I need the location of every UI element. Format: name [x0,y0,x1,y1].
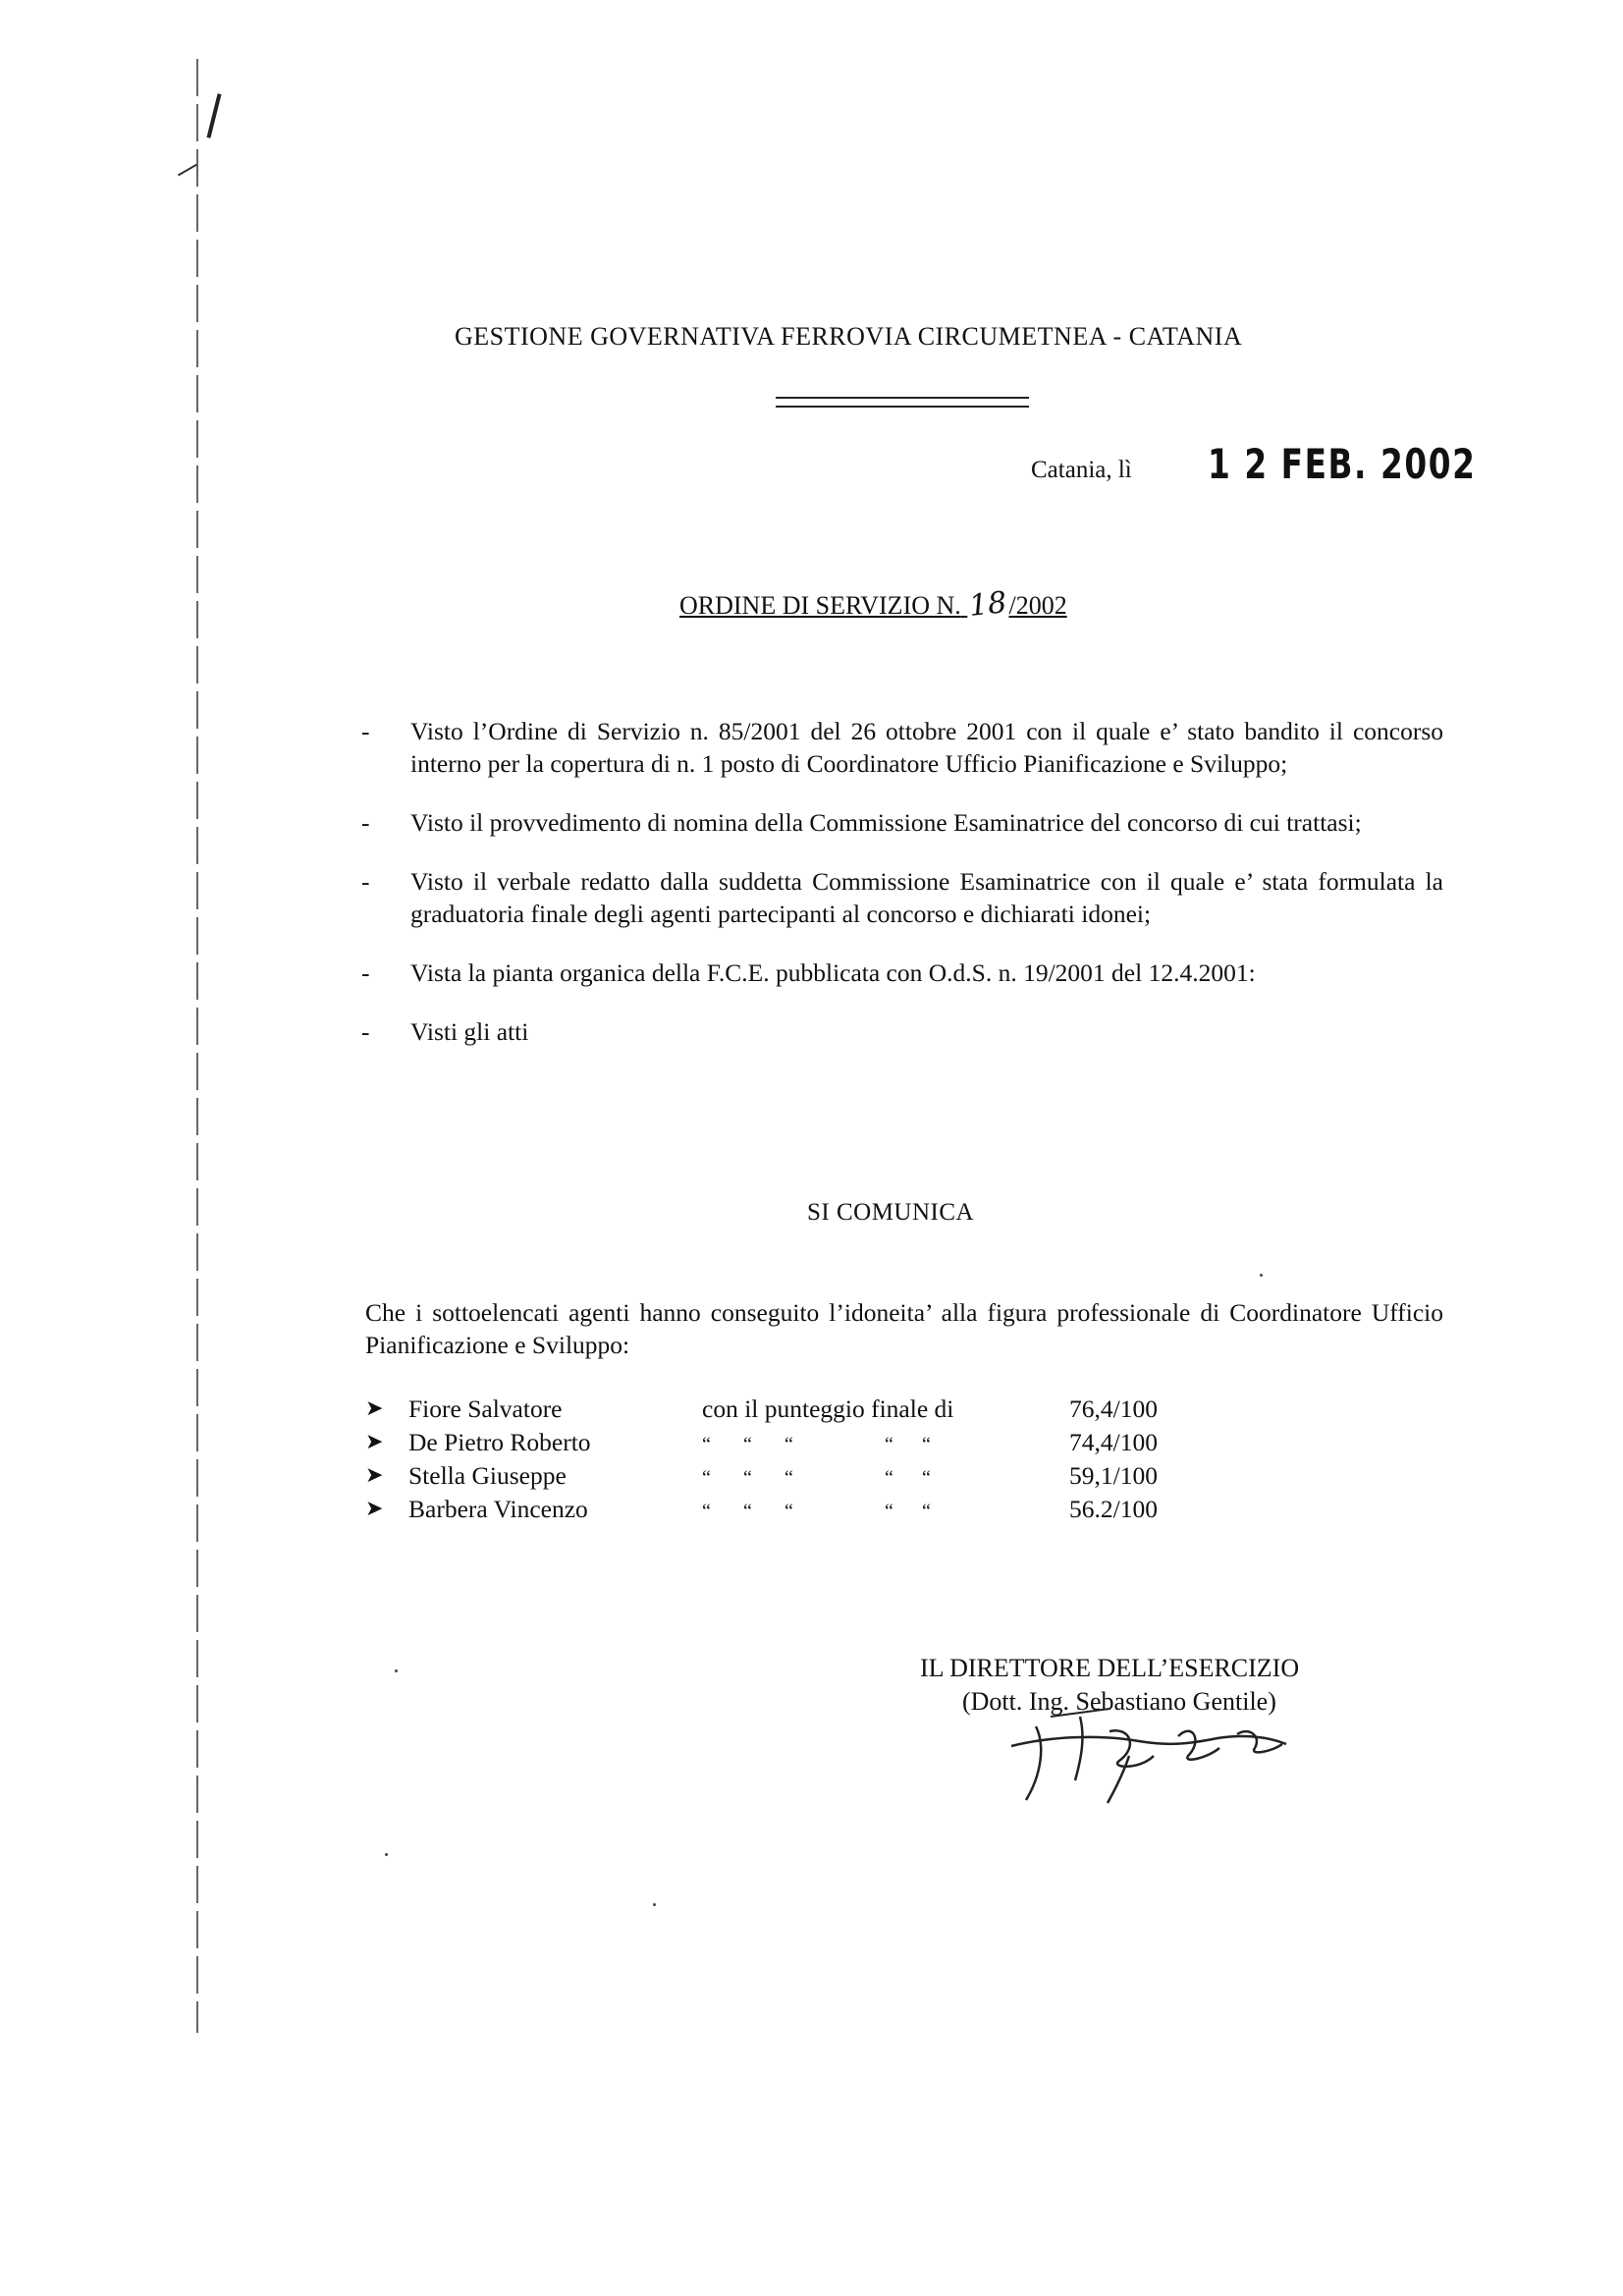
heading-divider [776,397,1029,408]
order-title-prefix: ORDINE DI SERVIZIO N. [679,591,961,620]
candidate-row [365,1459,1249,1493]
ditto-mark: “ [922,1501,931,1522]
candidate-name: Stella Giuseppe [408,1461,567,1490]
ditto-mark: “ [784,1467,793,1489]
fax-margin-line [196,59,198,2033]
ditto-marks [702,1493,963,1528]
premise-text: Visti gli atti [410,1017,529,1046]
place-label: Catania, lì [1031,457,1132,483]
ditto-mark: “ [702,1501,711,1522]
scan-speck [653,1903,656,1906]
premise-text: Visto l’Ordine di Servizio n. 85/2001 del 26 ottobre 2001 con il quale e’ stato bandito il concorso interno per la copertura di n. 1 posto di Coordinatore Ufficio Pianificazione e Sviluppo; [410,717,1443,778]
premises-list [361,715,1443,1074]
ditto-marks [702,1426,963,1461]
arrowhead-bullet-icon: ➤ [365,1396,384,1421]
ditto-mark: “ [885,1467,893,1489]
candidate-name: Barbera Vincenzo [408,1495,588,1523]
communication-intro: Che i sottoelencati agenti hanno conseguito l’idoneita’ alla figura professionale di Coordinatore Ufficio Pianificazione e Sviluppo: [365,1298,1443,1359]
premise-item [361,715,1443,780]
premise-text: Vista la pianta organica della F.C.E. pubblicata con O.d.S. n. 19/2001 del 12.4.2001: [410,958,1256,987]
communication-heading: SI COMUNICA [807,1199,975,1226]
order-title [679,587,1067,622]
premise-text: Visto il verbale redatto dalla suddetta Commissione Esaminatrice con il quale e’ stata formulata la graduatoria finale degli agenti partecipanti al concorso e dichiarati idonei; [410,867,1443,928]
score-criteria-label: con il punteggio finale di [702,1394,954,1423]
order-number-handwritten: 18 [967,585,1009,624]
candidate-name: Fiore Salvatore [408,1394,563,1423]
candidate-score: 74,4/100 [1069,1428,1158,1456]
candidate-row [365,1493,1249,1526]
margin-mark [178,164,197,177]
premise-item [361,865,1443,930]
ditto-mark: “ [885,1501,893,1522]
signatory-name: (Dott. Ing. Sebastiano Gentile) [962,1687,1276,1716]
ditto-mark: “ [922,1434,931,1455]
margin-mark [206,93,221,138]
date-stamp: 1 2 FEB. 2002 [1208,440,1477,488]
candidate-score: 76,4/100 [1069,1394,1158,1423]
handwritten-signature [992,1687,1306,1815]
premise-dash: - [361,717,370,745]
ditto-mark: “ [702,1467,711,1489]
scan-speck [1260,1274,1263,1277]
premise-item [361,957,1443,989]
premise-dash: - [361,1017,370,1046]
premise-dash: - [361,958,370,987]
ditto-mark: “ [743,1434,752,1455]
scan-speck [395,1669,398,1672]
candidate-score: 56.2/100 [1069,1495,1158,1523]
ditto-mark: “ [885,1434,893,1455]
premise-text: Visto il provvedimento di nomina della Commissione Esaminatrice del concorso di cui trattasi; [410,808,1362,837]
ditto-mark: “ [784,1434,793,1455]
premise-item [361,806,1443,839]
arrowhead-bullet-icon: ➤ [365,1463,384,1488]
ditto-mark: “ [743,1501,752,1522]
arrowhead-bullet-icon: ➤ [365,1430,384,1454]
candidate-row [365,1426,1249,1459]
premise-dash: - [361,808,370,837]
premise-dash: - [361,867,370,896]
candidate-score: 59,1/100 [1069,1461,1158,1490]
organization-heading: GESTIONE GOVERNATIVA FERROVIA CIRCUMETNEA - CATANIA [455,322,1243,351]
candidate-row [365,1393,1249,1426]
signatory-title: IL DIRETTORE DELL’ESERCIZIO [920,1654,1300,1682]
ditto-mark: “ [702,1434,711,1455]
arrowhead-bullet-icon: ➤ [365,1497,384,1521]
premise-item [361,1015,1443,1048]
ditto-marks [702,1459,963,1495]
candidates-list [365,1393,1249,1526]
candidate-name: De Pietro Roberto [408,1428,591,1456]
ditto-mark: “ [922,1467,931,1489]
order-year: /2002 [1008,591,1067,620]
ditto-mark: “ [784,1501,793,1522]
scan-speck [385,1853,388,1856]
ditto-mark: “ [743,1467,752,1489]
